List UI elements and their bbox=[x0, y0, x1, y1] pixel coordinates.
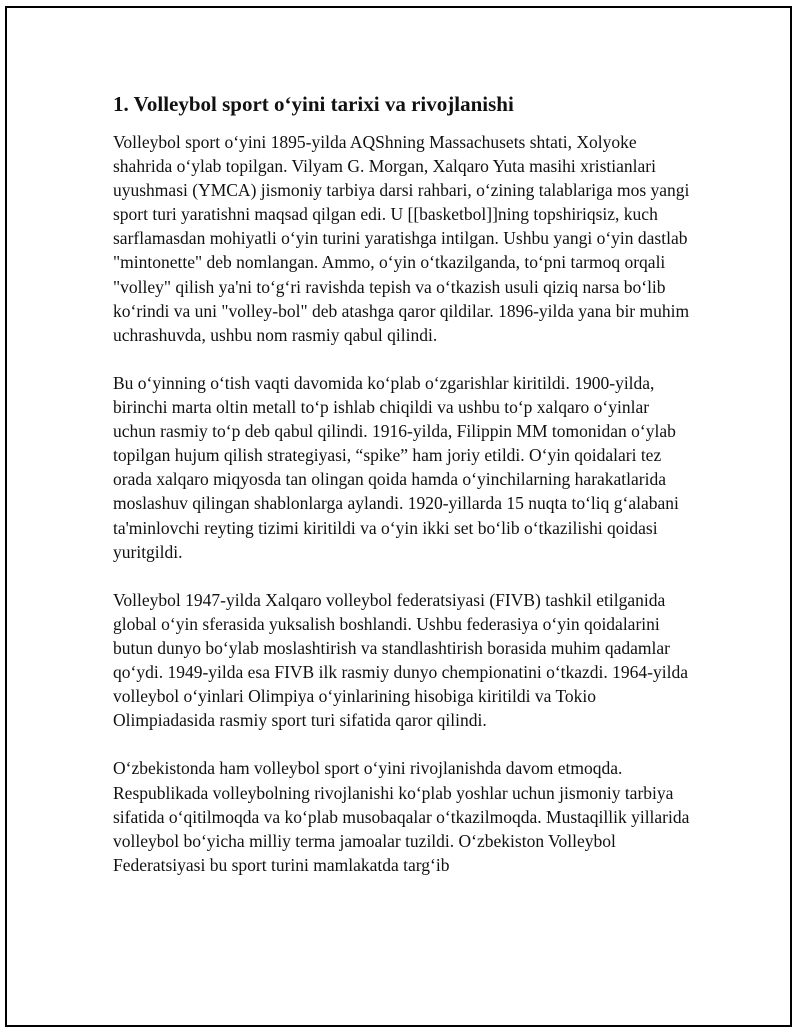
section-heading: 1. Volleybol sport oʻyini tarixi va rivojlanishi bbox=[113, 92, 514, 116]
paragraph-uzbekistan: Oʻzbekistonda ham volleybol sport oʻyini rivojlanishda davom etmoqda. Respublikada volleybolning rivojlanishi koʻplab yoshlar uchun jismoniy tarbiya sifatida oʻqitilmoqda va koʻplab musobaqalar oʻtkazilmoqda. Mustaqillik yillarida volleybol boʻyicha milliy terma jamoalar tuzildi. Oʻzbekiston Volleybol Federatsiyasi bu sport turini mamlakatda targʻib bbox=[113, 758, 690, 875]
document-body bbox=[113, 90, 693, 901]
paragraph-rule-changes: Bu oʻyinning oʻtish vaqti davomida koʻplab oʻzgarishlar kiritildi. 1900-yilda, birinchi marta oltin metall toʻp ishlab chiqildi va ushbu toʻp xalqaro oʻyinlar uchun rasmiy toʻp deb qabul qilindi. 1916-yilda, Filippin MM tomonidan oʻylab topilgan hujum qilish strategiyasi, “spike” ham joriy etildi. Oʻyin qoidalari tez orada xalqaro miqyosda tan olingan qoida hamda oʻyinchilarning harakatlarida moslashuv qilingan shablonlarga aylandi. 1920-yillarda 15 nuqta toʻliq gʻalabani ta'minlovchi reyting tizimi kiritildi va oʻyin ikki set boʻlib oʻtkazilishi qoidasi yuritgildi. bbox=[113, 372, 679, 562]
paragraph-history-origin: Volleybol sport oʻyini 1895-yilda AQShning Massachusets shtati, Xolyoke shahrida oʻylab topilgan. Vilyam G. Morgan, Xalqaro Yuta masihi xristianlari uyushmasi (YMCA) jismoniy tarbiya darsi rahbari, oʻzining talablariga mos yangi sport turi yaratishni maqsad qilgan edi. U [[basketbol]]ning topshiriqsiz, kuch sarflamasdan mohiyatli oʻyin turini yaratishga intilgan. Ushbu yangi oʻyin dastlab "mintonette" deb nomlangan. Ammo, oʻyin oʻtkazilganda, toʻpni tarmoq orqali "volley" qilish ya'ni toʻgʻri ravishda tepish va oʻtkazish usuli qiziq narsa boʻlib koʻrindi va uni "volley-bol" deb atashga qaror qildilar. 1896-yilda yana bir muhim uchrashuvda, ushbu nom rasmiy qabul qilindi. bbox=[113, 132, 690, 345]
paragraph-fivb: Volleybol 1947-yilda Xalqaro volleybol federatsiyasi (FIVB) tashkil etilganida global oʻyin sferasida yuksalish boshlandi. Ushbu federasiya oʻyin qoidalarini butun dunyo boʻylab moslashtirish va standlashtirish borasida muhim qadamlar qoʻydi. 1949-yilda esa FIVB ilk rasmiy dunyo chempionatini oʻtkazdi. 1964-yilda volleybol oʻyinlari Olimpiya oʻyinlarining hisobiga kiritildi va Tokio Olimpiadasida rasmiy sport turi sifatida qaror qilindi. bbox=[113, 589, 688, 731]
